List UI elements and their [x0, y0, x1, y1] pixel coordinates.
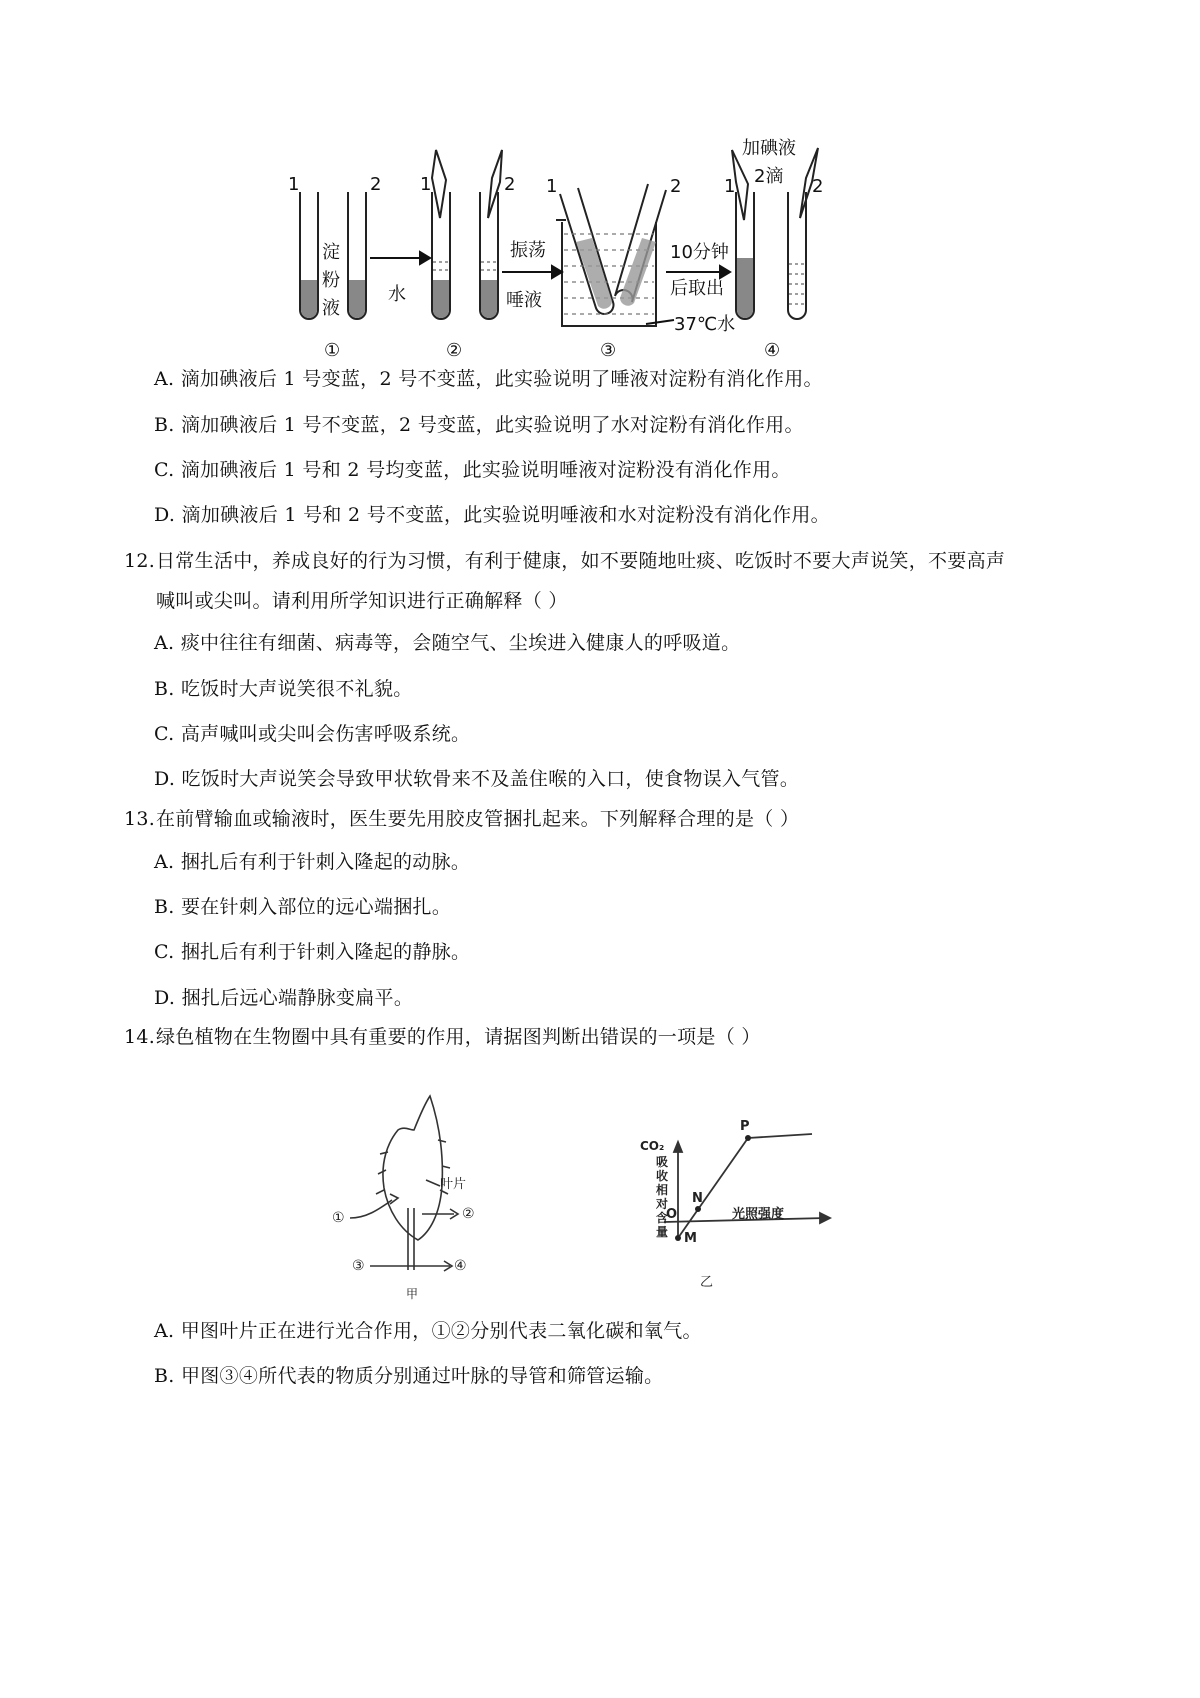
take-out-label: 后取出 — [670, 278, 724, 299]
q12-option-d: D. 吃饭时大声说笑会导致甲状软骨来不及盖住喉的入口，使食物误入气管。 — [154, 768, 800, 790]
starch-label-3: 液 — [322, 298, 340, 319]
q13-number: 13. — [124, 808, 156, 830]
leaf-marker-3: ③ — [352, 1258, 365, 1274]
tube-1-label: 1 — [546, 176, 558, 197]
q14-stem — [124, 1024, 761, 1050]
point-p: P — [740, 1119, 750, 1134]
caption-yi: 乙 — [700, 1275, 714, 1290]
point-m: M — [684, 1231, 697, 1246]
q14-line1: 绿色植物在生物圈中具有重要的作用，请据图判断出错误的一项是（ ） — [156, 1026, 761, 1048]
y-axis-label-char: 收 — [656, 1169, 669, 1183]
leaf-figure — [326, 1090, 526, 1302]
q13-stem — [124, 806, 799, 832]
q14-option-b: B. 甲图③④所代表的物质分别通过叶脉的导管和筛管运输。 — [154, 1365, 664, 1387]
q13-option-d: D. 捆扎后远心端静脉变扁平。 — [154, 987, 414, 1009]
q12-line1: 日常生活中，养成良好的行为习惯，有利于健康，如不要随地吐痰、吃饭时不要大声说笑，不要高声 — [156, 550, 1006, 572]
q13-line1: 在前臂输血或输液时，医生要先用胶皮管捆扎起来。下列解释合理的是（ ） — [156, 808, 800, 830]
step-1-label: ① — [324, 340, 341, 361]
q13-option-c: C. 捆扎后有利于针刺入隆起的静脉。 — [154, 941, 471, 963]
water-label: 水 — [388, 284, 406, 305]
step-3-label: ③ — [600, 340, 617, 361]
step-2-label: ② — [446, 340, 463, 361]
q11-option-c: C. 滴加碘液后 1 号和 2 号均变蓝，此实验说明唾液对淀粉没有消化作用。 — [154, 459, 791, 481]
q13-option-b: B. 要在针刺入部位的远心端捆扎。 — [154, 896, 452, 918]
q12-option-a: A. 痰中往往有细菌、病毒等，会随空气、尘埃进入健康人的呼吸道。 — [154, 632, 741, 654]
experiment-figure — [270, 130, 910, 370]
q12-stem — [124, 548, 1005, 574]
q13-option-a: A. 捆扎后有利于针刺入隆起的动脉。 — [154, 851, 471, 873]
q14-number: 14. — [124, 1026, 156, 1048]
point-o: O — [666, 1207, 678, 1222]
ten-minutes-label: 10分钟 — [670, 242, 729, 263]
y-axis-label-char: 吸 — [656, 1155, 669, 1169]
point-n: N — [692, 1191, 703, 1206]
q11-option-b: B. 滴加碘液后 1 号不变蓝，2 号变蓝，此实验说明了水对淀粉有消化作用。 — [154, 414, 804, 436]
tube-1-label: 1 — [724, 176, 736, 197]
tube-2-label: 2 — [370, 174, 382, 195]
tube-2-label: 2 — [504, 174, 516, 195]
iodine-label: 加碘液 — [742, 138, 796, 159]
q12-line2: 喊叫或尖叫。请利用所学知识进行正确解释（ ） — [156, 590, 568, 612]
x-axis-label: 光照强度 — [732, 1207, 785, 1222]
starch-label-1: 淀 — [322, 242, 340, 263]
q11-option-a: A. 滴加碘液后 1 号变蓝，2 号不变蓝，此实验说明了唾液对淀粉有消化作用。 — [154, 368, 823, 390]
leaf-marker-1: ① — [332, 1210, 345, 1226]
drops-label: 2滴 — [754, 166, 784, 187]
leaf-marker-4: ④ — [454, 1258, 467, 1274]
shake-label: 振荡 — [510, 240, 546, 261]
q11-option-d: D. 滴加碘液后 1 号和 2 号不变蓝，此实验说明唾液和水对淀粉没有消化作用。 — [154, 504, 830, 526]
tube-2-label: 2 — [812, 176, 824, 197]
y-axis-label-co2: CO₂ — [640, 1139, 665, 1153]
bath-label: 37℃水 — [674, 314, 736, 335]
leaf-label: 叶片 — [440, 1177, 467, 1192]
y-axis-label-char: 含 — [656, 1211, 669, 1225]
q12-option-c: C. 高声喊叫或尖叫会伤害呼吸系统。 — [154, 723, 471, 745]
step-4-label: ④ — [764, 340, 781, 361]
tube-2-label: 2 — [670, 176, 682, 197]
starch-label-2: 粉 — [322, 270, 340, 291]
q12-option-b: B. 吃饭时大声说笑很不礼貌。 — [154, 678, 413, 700]
leaf-marker-2: ② — [462, 1206, 475, 1222]
tube-1-label: 1 — [420, 174, 432, 195]
q12-number: 12. — [124, 550, 156, 572]
co2-light-chart — [640, 1090, 840, 1302]
caption-jia: 甲 — [406, 1287, 419, 1301]
q14-option-a: A. 甲图叶片正在进行光合作用，①②分别代表二氧化碳和氧气。 — [154, 1320, 702, 1342]
y-axis-label-char: 量 — [656, 1225, 669, 1239]
saliva-label: 唾液 — [506, 290, 542, 311]
y-axis-label-char: 相 — [656, 1183, 669, 1197]
tube-1-label: 1 — [288, 174, 300, 195]
y-axis-label-char: 对 — [656, 1197, 669, 1211]
